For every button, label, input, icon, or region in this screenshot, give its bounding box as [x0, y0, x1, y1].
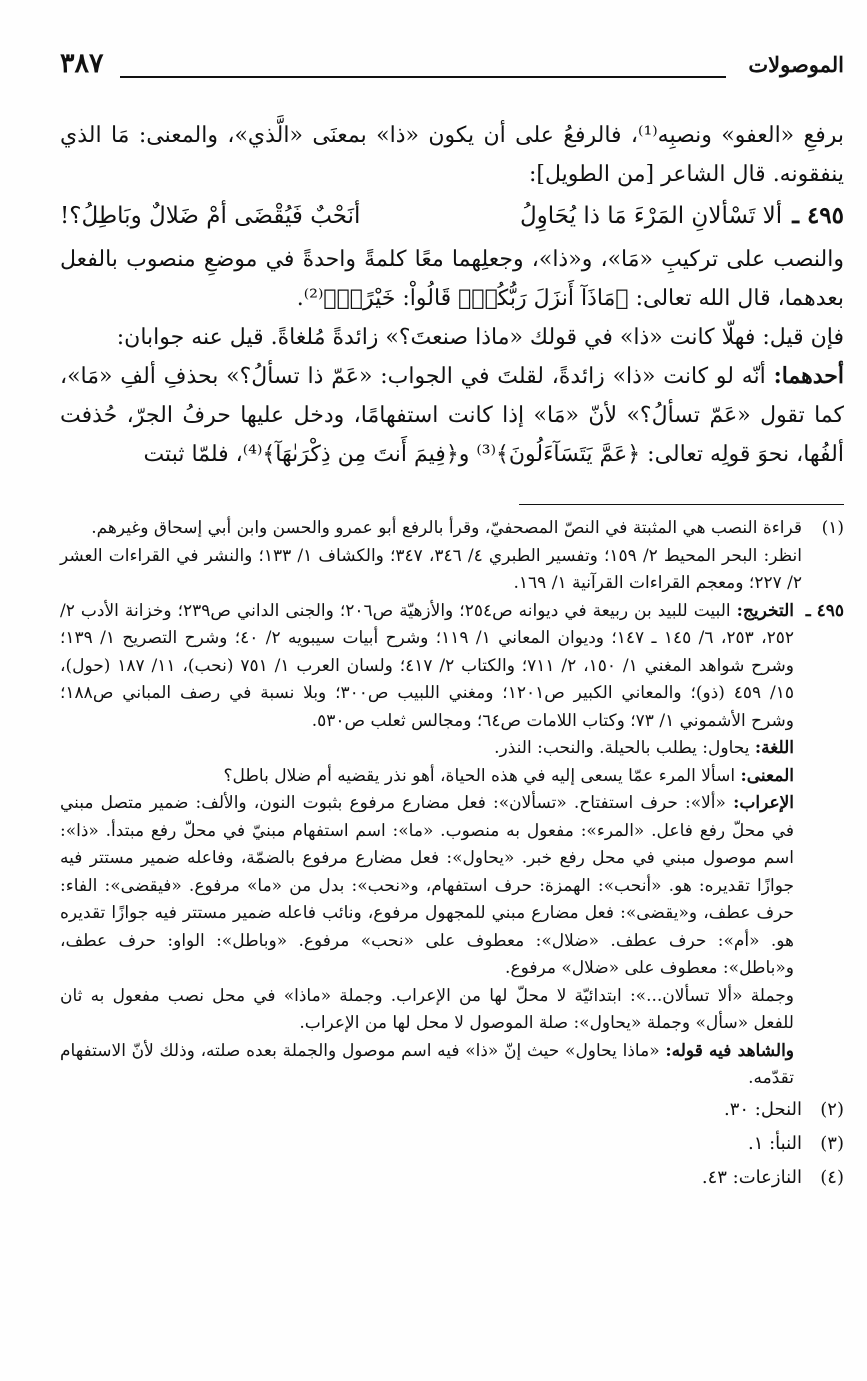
section-label: الإعراب: [733, 793, 795, 813]
page [60, 48, 844, 1195]
verse-hemistich-2: أنَحْبٌ فَيُقْضَى أمْ ضَلالٌ وبَاطِلُ؟! [60, 203, 361, 229]
paragraph-4 [60, 357, 844, 474]
section-label: التخريج: [736, 600, 794, 621]
header-rule [120, 76, 726, 78]
footnote-number: ٤٩٥ ـ [805, 600, 844, 621]
section-text: يحاول: يطلب بالحيلة. والنحب: النذر. [494, 738, 750, 758]
running-title: الموصولات [748, 52, 844, 77]
paragraph-2: والنصب على تركيبِ «مَا»، و«ذا»، وجعلِهما معًا كلمةً واحدةً في موضعِ منصوب بالفعل بعدهما، قال الله تعالى: ﴿مَاذَآ أَنزَلَ رَبُّكُمْۚ قَالُواْ: خَيْرًاۗ﴾⁽²⁾. [60, 247, 844, 311]
footnote-number: (٢) [820, 1098, 844, 1120]
lugha-text [60, 735, 794, 763]
paragraph-1: برفعِ «العفو» ونصبِه⁽¹⁾، فالرفعُ على أن يكون «ذا» بمعنَى «الَّذي»، والمعنى: مَا الذي ينفقونه. قال الشاعر [من الطويل]: [60, 123, 845, 187]
section-label: اللغة: [754, 738, 794, 758]
footnote-4 [60, 1161, 844, 1195]
section-text: «ماذا يحاول» حيث إنّ «ذا» فيه اسم موصول والجملة بعده صلته، وذلك لأنّ الاستفهام تقدّمه. [60, 1040, 794, 1088]
section-label: والشاهد فيه قوله: [665, 1040, 795, 1061]
page-number: ٣٨٧ [60, 48, 104, 79]
verse-hemistich-1: ألا تَسْألانِ المَرْءَ مَا ذا يُحَاوِلُ [519, 203, 783, 229]
footnote-separator [519, 504, 844, 505]
paragraph-3: فإن قيل: فهلّا كانت «ذا» في قولك «ماذا صنعتَ؟» زائدةً مُلغاةً. قيل عنه جوابان: [116, 325, 844, 350]
section-text: اسألا المرء عمّا يسعى إليه في هذه الحياة، أهو نذر يقضيه أم ضلال باطل؟ [223, 765, 736, 786]
mana-text [60, 763, 794, 791]
verse-line [60, 196, 844, 236]
footnote-text: انظر: البحر المحيط ٢/ ١٥٩؛ وتفسير الطبري ٤/ ٣٤٦، ٣٤٧؛ والكشاف ١/ ١٣٣؛ والنشر في القراءات العشر ٢/ ٢٢٧؛ ومعجم القراءات القرآنية ١/ ١٦٩. [60, 545, 803, 593]
footnote-3 [60, 1127, 844, 1161]
shahid-text [60, 1038, 794, 1093]
footnote-text: قراءة النصب هي المثبتة في النصّ المصحفيّ، وقرأ بالرفع أبو عمرو والحسن وابن أبي إسحاق وغيرهم. [91, 518, 802, 538]
footnote-2 [60, 1093, 844, 1127]
answer-text: أنّه لو كانت «ذا» زائدةً، لقلتَ في الجواب: «عَمّ ذا تسألُ؟» بحذفِ ألفِ «مَا»، كما تقول «عَمّ تسألُ؟» لأنّ «مَا» إذا كانت استفهامًا، ودخل عليها حرفُ الجرّ، حُذفت ألفُها، نحوَ قولِه تعالى: ﴿عَمَّ يَتَسَآءَلُونَ﴾⁽³⁾ و﴿فِيمَ أَنتَ مِن ذِكْرَىٰهَآ﴾⁽⁴⁾، فلمّا ثبتت [60, 364, 844, 467]
footnotes [60, 515, 844, 1195]
takhrij-block [60, 598, 844, 1093]
section-label: المعنى: [740, 765, 794, 786]
takhrij-text [60, 598, 794, 736]
footnote-text: النحل: ٣٠. [723, 1098, 802, 1120]
answer-label: أحدهما: [773, 363, 844, 389]
footnote-number: (٣) [820, 1132, 844, 1154]
footnote-1 [60, 515, 844, 598]
footnote-number: (١) [821, 518, 844, 538]
section-text: البيت للبيد بن ربيعة في ديوانه ص٢٥٤؛ والأزهيّة ص٢٠٦؛ والجنى الداني ص٢٣٩؛ وخزانة الأدب ٢/ ٢٥٢، ٢٥٣، ٦/ ١٤٥ ـ ١٤٧؛ وديوان المعاني ١/ ١١٩؛ وشرح أبيات سيبويه ٢/ ٤٠؛ وشرح التصريح ١/ ١٣٩؛ وشرح شواهد المغني ١/ ١٥٠، ٢/ ٧١١؛ والكتاب ٢/ ٤١٧؛ ولسان العرب ١/ ٧٥١ (نحب)، ١١/ ١٨٧ (حول)، ١٥/ ٤٥٩ (ذو)؛ والمعاني الكبير ص١٢٠١؛ ومغني اللبيب ص٣٠٠؛ وبلا نسبة في رصف المباني ص١٨٨؛ وشرح الأشموني ١/ ٧٣؛ وكتاب اللامات ص٦٤؛ ومجالس ثعلب ص٥٣٠. [60, 600, 794, 731]
footnote-text: النازعات: ٤٣. [701, 1166, 802, 1188]
page-header [60, 48, 844, 88]
verse-number: ٤٩٥ ـ [792, 202, 844, 229]
footnote-text: النبأ: ١. [747, 1132, 802, 1154]
section-text: «ألا»: حرف استفتاح. «تسألان»: فعل مضارع مرفوع بثبوت النون، والألف: ضمير متصل مبني في محلّ رفع فاعل. «المرء»: مفعول به منصوب. «ما»: اسم استفهام مبنيّ في محلّ رفع مبتدأ. «ذا»: اسم موصول مبني في محل رفع خبر. «يحاول»: فعل مضارع مرفوع بالضمّة، وفاعله ضمير مستتر فيه جوازًا تقديره: هو. «أنحب»: الهمزة: حرف استفهام، و«نحب»: بدل من «ما» مرفوع. «فيقضى»: الفاء: حرف عطف، و«يقضى»: فعل مضارع مبني للمجهول مرفوع، ونائب فاعله ضمير مستتر فيه جوازًا تقديره هو. «أم»: حرف عطف. «ضلال»: معطوف على «نحب» مرفوع. «وباطل»: الواو: حرف عطف، و«باطل»: معطوف على «ضلال» مرفوع. [60, 793, 794, 978]
irab-text [60, 790, 794, 983]
footnote-number: (٤) [820, 1166, 844, 1188]
jumla-text: وجملة «ألا تسألان...»: ابتدائيّة لا محلّ لها من الإعراب. وجملة «ماذا» في محل نصب مفعول به ثان للفعل «سأل» وجملة «يحاول»: صلة الموصول لا محل لها من الإعراب. [60, 985, 794, 1033]
main-text [60, 116, 844, 474]
